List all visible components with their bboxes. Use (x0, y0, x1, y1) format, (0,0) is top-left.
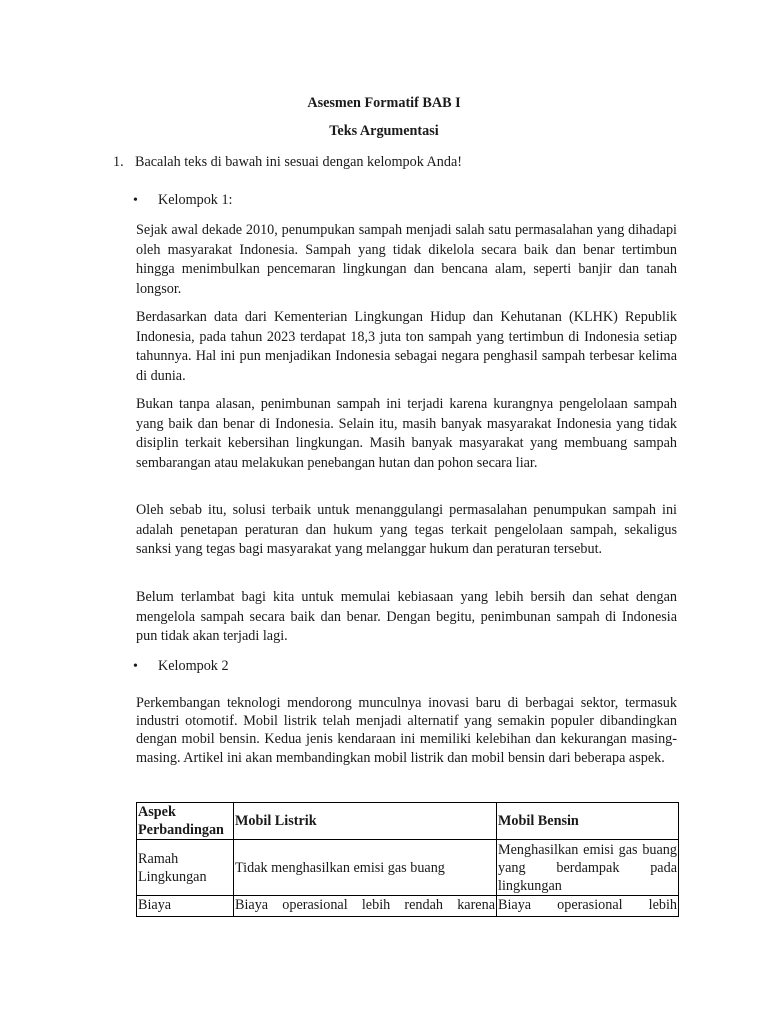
table-header-cell: Aspek Perbandingan (137, 803, 234, 840)
table-cell: Menghasilkan emisi gas buang yang berdampak pada lingkungan (498, 841, 677, 894)
table-row (137, 896, 679, 917)
bullet-icon: • (133, 659, 138, 674)
table-cell: Biaya operasional lebih (497, 896, 679, 917)
question-item (113, 153, 462, 171)
bullet-icon: • (133, 193, 138, 208)
group1-label: Kelompok 1: (158, 192, 233, 208)
document-title: Asesmen Formatif BAB I (307, 95, 461, 111)
table-header-cell: Mobil Bensin (497, 803, 679, 840)
question-text: Bacalah teks di bawah ini sesuai dengan kelompok Anda! (135, 154, 463, 170)
comparison-table (136, 802, 679, 917)
table-cell: Biaya (137, 896, 234, 917)
table-cell: Biaya operasional lebih rendah karena (234, 896, 497, 917)
table-cell: Tidak menghasilkan emisi gas buang (234, 840, 497, 896)
group1-paragraph-5: Belum terlambat bagi kita untuk memulai kebiasaan yang lebih bersih dan sehat dengan mengelola sampah secara baik dan benar. Dengan begitu, penimbunan sampah di Indonesia pun tidak akan terjadi lagi. (136, 589, 677, 644)
group2-label: Kelompok 2 (158, 658, 229, 674)
group1-paragraph-4: Oleh sebab itu, solusi terbaik untuk menanggulangi permasalahan penumpukan sampah ini adalah penetapan peraturan dan hukum yang tegas terkait pengelolaan sampah, sekaligus sanksi yang tegas bagi masyarakat yang melanggar hukum dan peraturan tersebut. (136, 502, 677, 557)
group2-paragraph: Perkembangan teknologi mendorong munculnya inovasi baru di berbagai sektor, termasuk industri otomotif. Mobil listrik telah menjadi alternatif yang semakin populer dibandingkan dengan mobil bensin. Kedua jenis kendaraan ini memiliki kelebihan dan kekurangan masing-masing. Artikel ini akan membandingkan mobil listrik dan mobil bensin dari beberapa aspek. (136, 695, 677, 766)
group1-paragraph-1: Sejak awal dekade 2010, penumpukan sampah menjadi salah satu permasalahan yang dihadapi oleh masyarakat Indonesia. Sampah yang tidak dikelola secara baik dan benar tertimbun hingga menimbulkan pencemaran lingkungan dan bencana alam, seperti banjir dan tanah longsor. (136, 222, 677, 297)
table-header-row (137, 803, 679, 840)
group2-heading (133, 657, 229, 676)
group1-heading (133, 191, 232, 210)
group1-paragraph-2: Berdasarkan data dari Kementerian Lingkungan Hidup dan Kehutanan (KLHK) Republik Indonesia, pada tahun 2023 terdapat 18,3 juta ton sampah yang tertimbun di Indonesia setiap tahunnya. Hal ini pun menjadikan Indonesia sebagai negara penghasil sampah terbesar kelima di dunia. (136, 309, 677, 384)
table-header-cell: Mobil Listrik (234, 803, 497, 840)
table-row (137, 840, 679, 896)
document-subtitle: Teks Argumentasi (329, 123, 439, 139)
table-cell: Ramah Lingkungan (137, 840, 234, 896)
group1-paragraph-3: Bukan tanpa alasan, penimbunan sampah ini terjadi karena kurangnya pengelolaan sampah yang baik dan benar di Indonesia. Selain itu, masih banyak masyarakat Indonesia yang tidak disiplin terkait kebersihan lingkungan. Masih banyak masyarakat yang membuang sampah sembarangan atau melakukan penebangan hutan dan pohon secara liar. (136, 396, 677, 471)
question-number: 1. (113, 154, 124, 170)
